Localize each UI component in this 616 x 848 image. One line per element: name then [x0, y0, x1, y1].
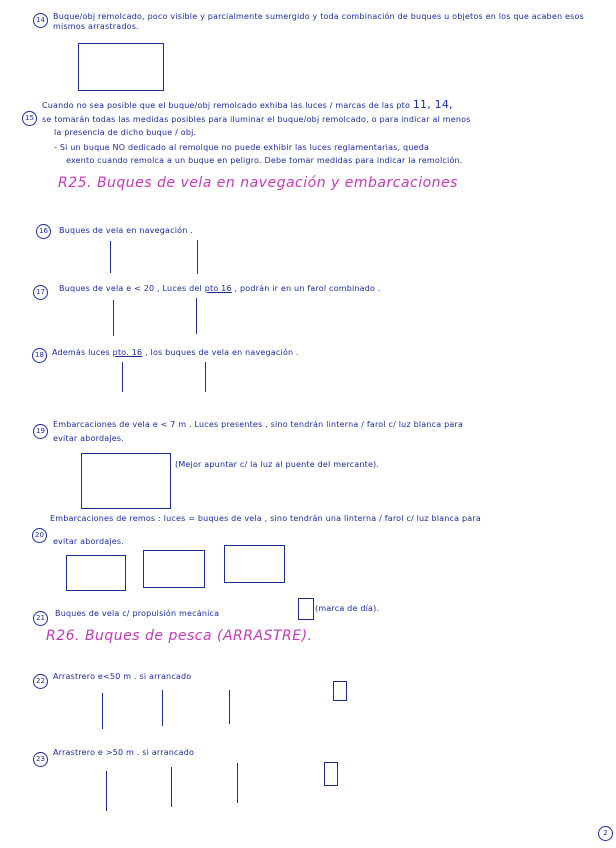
rule-17-text — [59, 284, 381, 294]
rule-18-pre: Además luces — [52, 348, 110, 357]
rule-15-line5: exento cuando remolca a un buque en peligro. Debe tomar medidas para indicar la remolción. — [66, 156, 463, 165]
rule-number-14: 14 — [33, 13, 48, 28]
mast-line — [196, 298, 197, 334]
rule-17-ref: pto 16 — [204, 284, 232, 293]
section-heading-r26: R26. Buques de pesca (ARRASTRE). — [46, 628, 313, 644]
mast-line — [229, 690, 230, 724]
mast-line — [205, 362, 206, 392]
mast-line — [197, 240, 198, 274]
mast-line — [171, 767, 172, 807]
rule-19-note: (Mejor apuntar c/ la luz al puente del mercante). — [175, 460, 380, 469]
section-heading-r25: R25. Buques de vela en navegación y embarcaciones — [58, 175, 458, 191]
mast-line — [122, 362, 123, 392]
rule-21-note: (marca de día). — [315, 604, 380, 613]
rule-number-17: 17 — [33, 285, 48, 300]
sketch-box — [81, 453, 171, 509]
day-mark-box — [298, 598, 314, 620]
rule-15-line4: - Si un buque NO dedicado al remolque no puede exhibir las luces reglamentarias, queda — [54, 143, 430, 152]
rule-17-pre: Buques de vela e < 20 , Luces del — [59, 284, 202, 293]
rule-16-text: Buques de vela en navegación . — [59, 226, 194, 235]
rule-number-15: 15 — [22, 111, 37, 126]
sketch-box — [66, 555, 126, 591]
rule-number-18: 18 — [32, 348, 47, 363]
rule-20-line1: Embarcaciones de remos : luces = buques de vela , sino tendrán una linterna / farol c/ luz blanca para — [50, 514, 481, 523]
rule-number-21: 21 — [33, 611, 48, 626]
rule-number-20: 20 — [32, 528, 47, 543]
rule-23-text: Arrastrero e >50 m . si arrancado — [53, 748, 195, 757]
rule-15-line2: se tomarán todas las medidas posibles para iluminar el buque/obj remolcado, o para indicar al menos — [42, 115, 471, 124]
rule-14-text: Buque/obj remolcado, poco visible y parcialmente sumergido y toda combinación de buques u objetos en los que acaben esos mismos arrastrados. — [53, 12, 584, 31]
mast-line — [237, 763, 238, 803]
rule-number-19: 19 — [33, 424, 48, 439]
rule-18-ref: pto. 16 — [112, 348, 143, 357]
rule-15-line3: la presencia de dicho buque / obj. — [54, 128, 197, 137]
rule-22-text: Arrastrero e<50 m . si arrancado — [53, 672, 192, 681]
day-mark-box — [333, 681, 347, 701]
mast-line — [102, 693, 103, 729]
rule-number-22: 22 — [33, 674, 48, 689]
rule-18-text — [52, 348, 299, 358]
rule-15-ref: 11, 14, — [412, 98, 453, 111]
rule-number-16: 16 — [36, 224, 51, 239]
rule-20-line2: evitar abordajes. — [53, 537, 125, 546]
rule-number-23: 23 — [33, 752, 48, 767]
rule-19-line1: Embarcaciones de vela e < 7 m . Luces presentes , sino tendrán linterna / farol c/ luz blanca para — [53, 420, 464, 429]
rule-17-post: , podrán ir en un farol combinado . — [234, 284, 381, 293]
mast-line — [106, 771, 107, 811]
sketch-box — [78, 43, 164, 91]
mast-line — [113, 300, 114, 336]
sketch-box — [224, 545, 285, 583]
mast-line — [162, 690, 163, 726]
page-number: 2 — [598, 826, 613, 841]
rule-21-text: Buques de vela c/ propulsión mecánica — [55, 609, 220, 618]
sketch-box — [143, 550, 205, 588]
rule-15-line1-text: Cuando no sea posible que el buque/obj remolcado exhiba las luces / marcas de las pto — [42, 101, 411, 110]
mast-line — [110, 241, 111, 273]
rule-19-line2: evitar abordajes. — [53, 434, 125, 443]
day-mark-box — [324, 762, 338, 786]
rule-18-post: , los buques de vela en navegación . — [145, 348, 299, 357]
rule-15-line1 — [42, 100, 453, 111]
